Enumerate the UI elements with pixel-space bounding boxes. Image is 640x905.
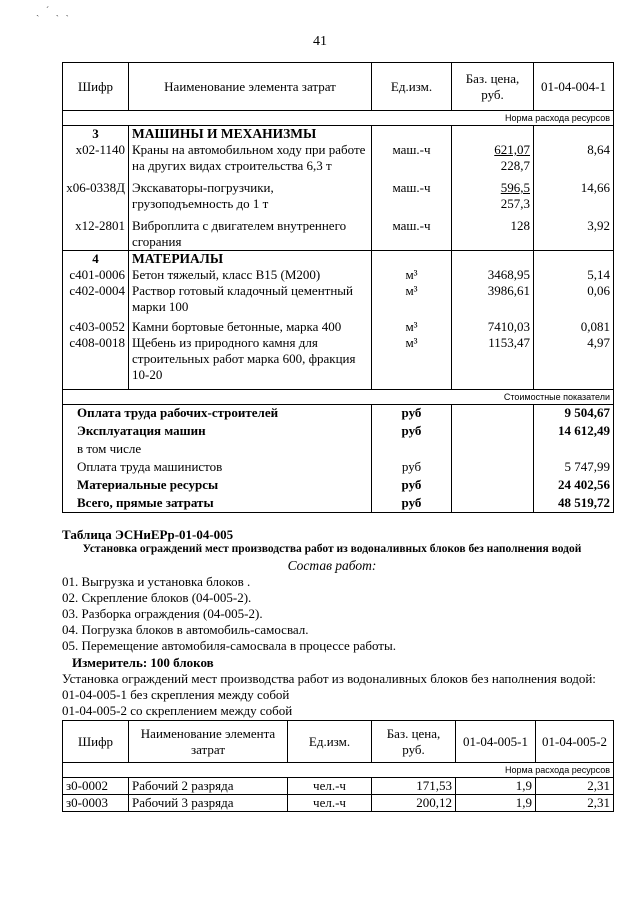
table-row <box>63 335 614 390</box>
row-unit: чел.-ч <box>288 795 372 812</box>
row-name: Экскаваторы-погрузчики, грузоподъемность до 1 т <box>129 180 372 218</box>
table-header-row <box>63 721 614 763</box>
composition-title: Состав работ: <box>287 558 377 573</box>
work-item: 04. Погрузка блоков в автомобиль-самосвал. <box>62 622 309 637</box>
table-row <box>63 795 614 812</box>
row-code: с403-0052 <box>69 319 125 334</box>
variant-1: 01-04-005-1 без скрепления между собой <box>62 687 290 702</box>
row-unit: маш.-ч <box>372 142 452 180</box>
cost-unit: руб <box>372 495 452 513</box>
table-header-row <box>63 63 614 111</box>
table-row <box>63 142 614 180</box>
table-row <box>63 218 614 251</box>
cost-unit: руб <box>372 423 452 441</box>
table-title: Таблица ЭСНиЕРр-01-04-005 <box>62 527 234 542</box>
cost-unit: руб <box>372 405 452 423</box>
cost-note: Стоимостные показатели <box>63 390 614 405</box>
row-code: х06-0338Д <box>66 180 125 195</box>
row-unit: маш.-ч <box>372 218 452 251</box>
cost-unit: руб <box>372 459 452 477</box>
work-item: 01. Выгрузка и установка блоков . <box>62 574 251 589</box>
cost-value: 14 612,49 <box>534 423 614 441</box>
cost-row <box>63 423 614 441</box>
cost-note-row <box>63 390 614 405</box>
row-code: х02-1140 <box>75 142 125 157</box>
description: Установка ограждений мест производства работ из водоналивных блоков без наполнения водой: <box>62 671 596 686</box>
row-unit: м³ <box>372 283 452 319</box>
work-item: 05. Перемещение автомобиля-самосвала в процессе работы. <box>62 638 396 653</box>
row-price: 621,07 228,7 <box>452 142 534 180</box>
table-row <box>63 283 614 319</box>
header-code: Шифр <box>63 721 129 763</box>
row-unit: м³ <box>372 319 452 335</box>
cost-name: в том числе <box>77 440 142 456</box>
cost-row <box>63 405 614 423</box>
cost-value: 5 747,99 <box>534 459 614 477</box>
header-base-price: Баз. цена, руб. <box>372 721 456 763</box>
row-name: Краны на автомобильном ходу при работе на других видах строительства 6,3 т <box>129 142 372 180</box>
work-item: 02. Скрепление блоков (04-005-2). <box>62 590 252 605</box>
margin-scribble: ˎ ˊ ˏ ˎ <box>36 6 71 17</box>
row-code: с402-0004 <box>69 283 125 298</box>
row-value: 8,64 <box>534 142 614 180</box>
norm-note: Норма расхода ресурсов <box>63 111 614 126</box>
header-unit: Ед.изм. <box>372 63 452 111</box>
row-value: 4,97 <box>534 335 614 390</box>
resource-table-01-04-004 <box>62 62 614 513</box>
row-price: 1153,47 <box>452 335 534 390</box>
resource-table-01-04-005 <box>62 720 614 812</box>
row-name: Раствор готовый кладочный цементный марки 100 <box>129 283 372 319</box>
section-title: МАТЕРИАЛЫ <box>129 251 372 268</box>
cost-row <box>63 495 614 513</box>
row-unit: м³ <box>372 335 452 390</box>
row-value: 0,06 <box>534 283 614 319</box>
row-price: 596,5 257,3 <box>452 180 534 218</box>
variant-2: 01-04-005-2 со скреплением между собой <box>62 703 293 718</box>
page-number: 41 <box>313 34 327 49</box>
row-name: Бетон тяжелый, класс В15 (М200) <box>129 267 372 283</box>
header-col-1: 01-04-005-1 <box>456 721 536 763</box>
table-row <box>63 180 614 218</box>
table-row <box>63 778 614 795</box>
row-unit: чел.-ч <box>288 778 372 795</box>
norm-note-row <box>63 763 614 778</box>
row-code: з0-0002 <box>63 778 129 795</box>
table-row <box>63 267 614 283</box>
table-subtitle: Установка ограждений мест производства работ из водоналивных блоков без наполнения водой <box>82 543 582 555</box>
row-price: 7410,03 <box>452 319 534 335</box>
row-value-2: 2,31 <box>536 795 614 812</box>
header-col-2: 01-04-005-2 <box>536 721 614 763</box>
row-value: 14,66 <box>534 180 614 218</box>
section-title: МАШИНЫ И МЕХАНИЗМЫ <box>129 126 372 143</box>
cost-name: Материальные ресурсы <box>77 476 219 492</box>
cost-name: Всего, прямые затраты <box>77 494 214 510</box>
row-unit: маш.-ч <box>372 180 452 218</box>
row-name: Щебень из природного камня для строительных работ марка 600, фракция 10-20 <box>129 335 372 390</box>
meter: Измеритель: 100 блоков <box>72 655 214 670</box>
cost-value <box>534 441 614 459</box>
row-price: 200,12 <box>372 795 456 812</box>
row-value-2: 2,31 <box>536 778 614 795</box>
cost-value: 9 504,67 <box>534 405 614 423</box>
header-column-code: 01-04-004-1 <box>534 63 614 111</box>
row-value: 3,92 <box>534 218 614 251</box>
row-name: Рабочий 2 разряда <box>129 778 288 795</box>
row-price: 171,53 <box>372 778 456 795</box>
header-unit: Ед.изм. <box>288 721 372 763</box>
norm-note: Норма расхода ресурсов <box>63 763 614 778</box>
cost-row <box>63 441 614 459</box>
cost-name: Оплата труда рабочих-строителей <box>77 405 279 420</box>
row-code: з0-0003 <box>66 795 108 810</box>
header-name: Наименование элемента затрат <box>129 721 288 763</box>
header-code: Шифр <box>63 63 129 111</box>
row-code: х12-2801 <box>75 218 125 233</box>
row-price: 128 <box>452 218 534 251</box>
cost-row <box>63 459 614 477</box>
section-row-materials <box>63 251 614 268</box>
table-row <box>63 319 614 335</box>
section-row-machines <box>63 126 614 143</box>
cost-value: 48 519,72 <box>534 495 614 513</box>
cost-unit <box>372 441 452 459</box>
row-name: Рабочий 3 разряда <box>129 795 288 812</box>
row-name: Камни бортовые бетонные, марка 400 <box>129 319 372 335</box>
header-base-price: Баз. цена, руб. <box>452 63 534 111</box>
row-name: Виброплита с двигателем внутреннего сгорания <box>129 218 372 251</box>
row-value: 5,14 <box>534 267 614 283</box>
row-price: 3986,61 <box>452 283 534 319</box>
cost-value: 24 402,56 <box>534 477 614 495</box>
row-unit: м³ <box>372 267 452 283</box>
section-number: 4 <box>63 251 129 268</box>
cost-row <box>63 477 614 495</box>
row-value-1: 1,9 <box>456 778 536 795</box>
norm-note-row <box>63 111 614 126</box>
row-price: 3468,95 <box>452 267 534 283</box>
cost-name: Эксплуатация машин <box>77 422 206 438</box>
section-number: 3 <box>92 126 99 141</box>
row-value-1: 1,9 <box>456 795 536 812</box>
row-value: 0,081 <box>534 319 614 335</box>
row-code: с401-0006 <box>69 267 125 282</box>
cost-name: Оплата труда машинистов <box>77 458 223 474</box>
work-item: 03. Разборка ограждения (04-005-2). <box>62 606 263 621</box>
row-code: с408-0018 <box>69 335 125 350</box>
header-name: Наименование элемента затрат <box>129 63 372 111</box>
cost-unit: руб <box>372 477 452 495</box>
